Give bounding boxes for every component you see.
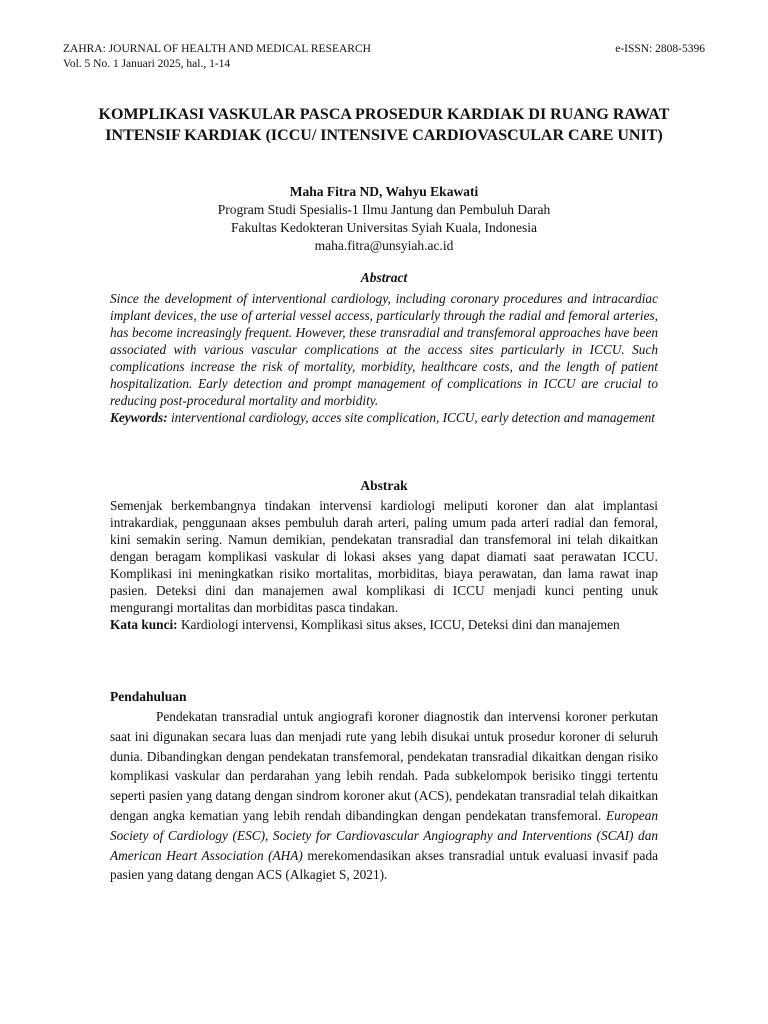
intro-text-1: Pendekatan transradial untuk angiografi koroner diagnostik dan intervensi koroner perkutan saat ini digunakan secara luas dan menjadi rute yang lebih disukai untuk prosedur koroner di seluruh dunia. Dibandingkan dengan pendekatan transfemoral, pendekatan transradial dikaitkan dengan risiko komplikasi vaskular dan perdarahan yang lebih rendah. Pada subkelompok berisiko tinggi tertentu seperti pasien yang datang dengan sindrom koroner akut (ACS), pendekatan transradial telah dikaitkan dengan angka kematian yang lebih rendah dibandingkan dengan pendekatan transfemoral.	[110, 709, 658, 823]
volume-info: Vol. 5 No. 1 Januari 2025, hal., 1-14	[63, 58, 231, 70]
keywords-label: Keywords:	[110, 410, 168, 425]
author-names: Maha Fitra ND, Wahyu Ekawati	[289, 184, 479, 199]
abstract-heading: Abstract	[360, 270, 408, 285]
abstrak-text: Semenjak berkembangnya tindakan intervensi kardiologi meliputi koroner dan alat implantasi intrakardiak, penggunaan akses pembuluh darah arteri, paling umum pada arteri radial dan femoral, kini semakin sering. Namun demikian, pendekatan transradial dan transfemoral ini telah dikaitkan dengan beragam komplikasi vaskular di lokasi akses yang dapat diamati saat perawatan ICCU. Komplikasi ini meningkatkan risiko mortalitas, morbiditas, biaya perawatan, dan lama rawat inap pasien. Deteksi dini dan manajemen awal komplikasi di ICCU menjadi kunci penting unuk mengurangi mortalitas dan morbiditas pasca tindakan.	[110, 498, 658, 615]
running-header	[63, 42, 705, 72]
paper-title: KOMPLIKASI VASKULAR PASCA PROSEDUR KARDIAK DI RUANG RAWAT INTENSIF KARDIAK (ICCU/ INTENSIVE CARDIOVASCULAR CARE UNIT)	[98, 106, 670, 144]
intro-paragraph	[110, 707, 658, 885]
kata-kunci-text: Kardiologi intervensi, Komplikasi situs akses, ICCU, Deteksi dini dan manajemen	[180, 617, 620, 632]
intro-text-italic: European Society of Cardiology (ESC), Society for Cardiovascular Angiography and Interventions (SCAI) dan American Heart Association (AHA)	[110, 807, 658, 863]
intro-text-2: merekomendasikan akses transradial untuk evaluasi invasif pada pasien yang datang dengan ACS (Alkagiet S, 2021).	[110, 847, 659, 883]
section-heading-pendahuluan: Pendahuluan	[110, 689, 187, 704]
author-program: Program Studi Spesialis-1 Ilmu Jantung dan Pembuluh Darah	[217, 202, 551, 217]
abstract-text: Since the development of interventional cardiology, including coronary procedures and intracardiac implant devices, the use of arterial vessel access, particularly through the radial and femoral arteries, has become increasingly frequent. However, these transradial and transfemoral approaches have been associated with various vascular complications at the access sites particularly in ICCU. Such complications increase the risk of mortality, morbidity, healthcare costs, and the length of patient hospitalization. Early detection and prompt management of complications in ICCU are crucial to reducing post-procedural mortality and morbidity.	[110, 291, 658, 408]
kata-kunci-label: Kata kunci:	[110, 617, 178, 632]
abstract-body	[110, 290, 658, 426]
journal-name: ZAHRA: JOURNAL OF HEALTH AND MEDICAL RESEARCH	[63, 43, 371, 55]
author-faculty: Fakultas Kedokteran Universitas Syiah Kuala, Indonesia	[231, 220, 537, 235]
author-email: maha.fitra@unsyiah.ac.id	[314, 238, 454, 253]
author-block	[80, 183, 688, 255]
abstrak-heading: Abstrak	[360, 478, 408, 493]
issn: e-ISSN: 2808-5396	[615, 43, 705, 55]
abstrak-body	[110, 497, 658, 633]
keywords-text: interventional cardiology, acces site complication, ICCU, early detection and management	[170, 410, 655, 425]
